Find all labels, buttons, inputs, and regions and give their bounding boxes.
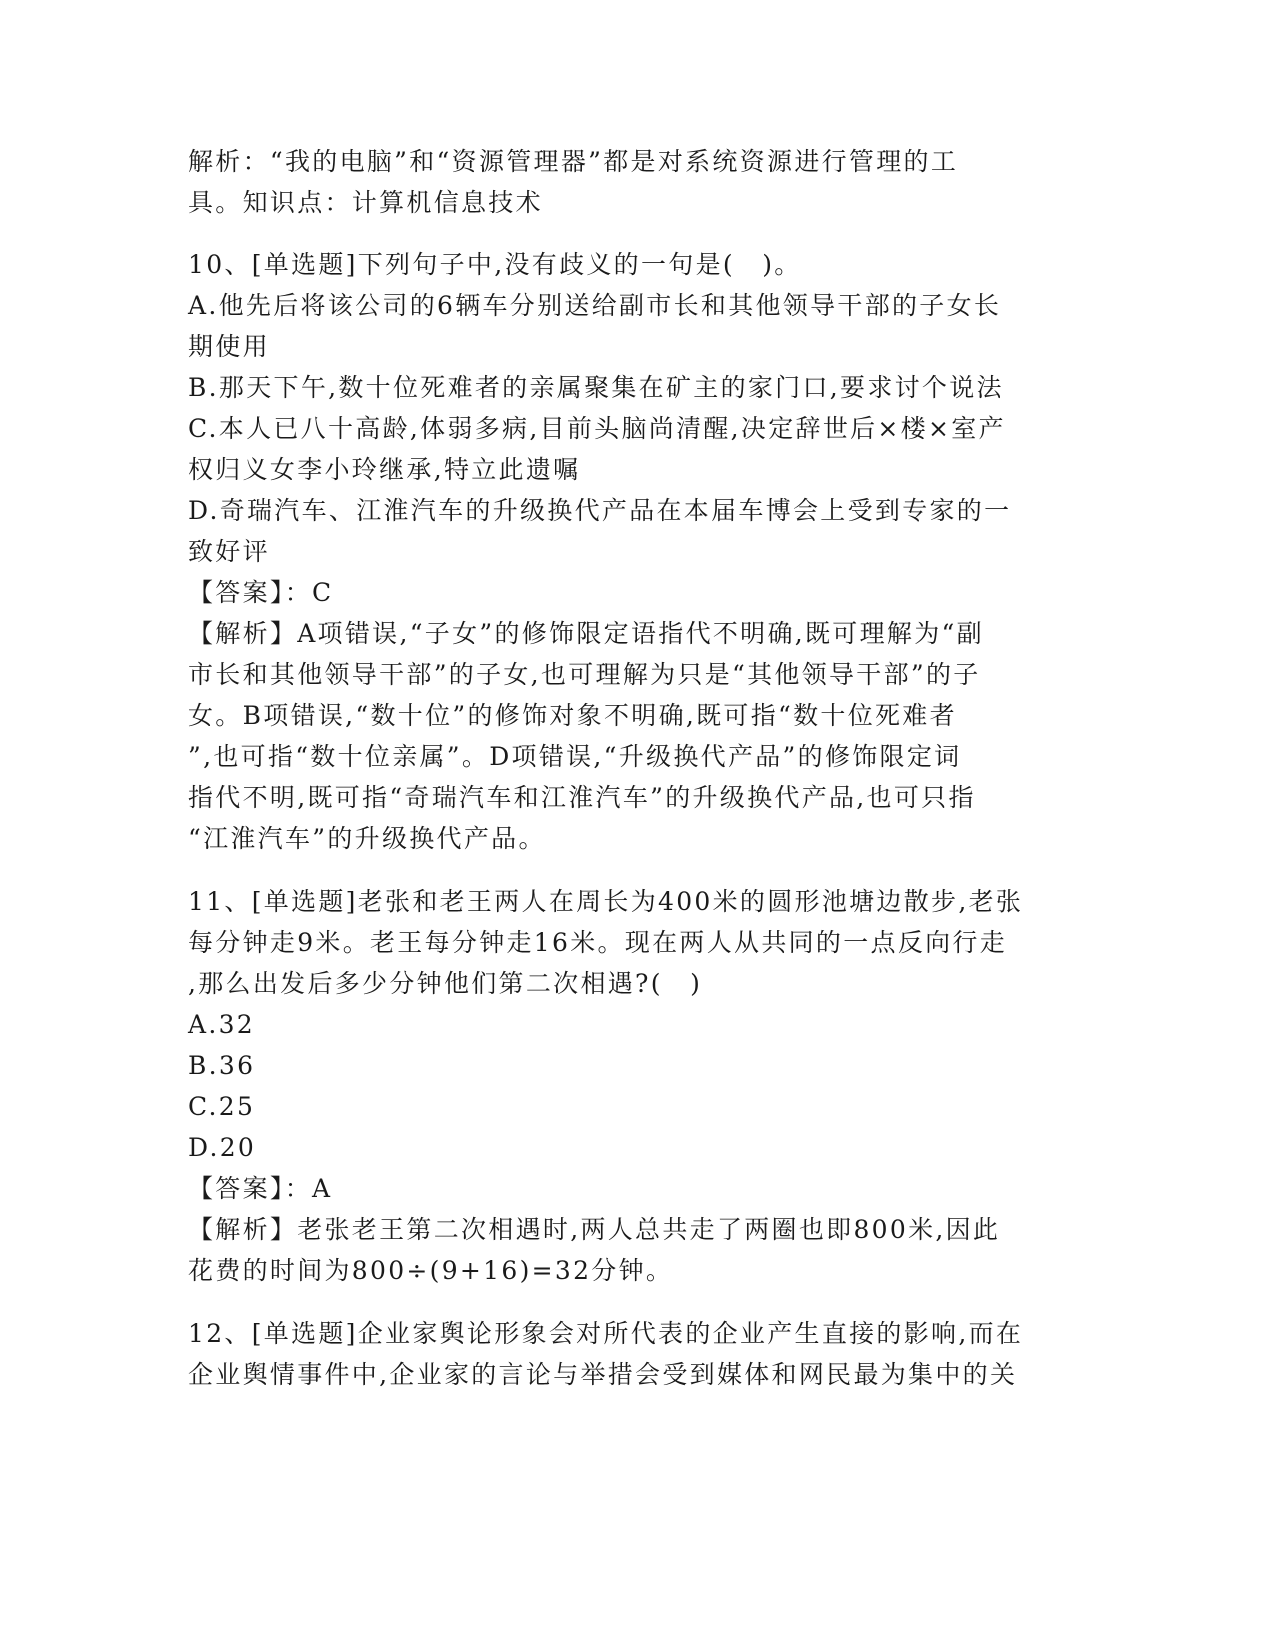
q12-stem-line-2: 企业舆情事件中,企业家的言论与举措会受到媒体和网民最为集中的关 bbox=[188, 1360, 1018, 1389]
q10-analysis-line-6: “江淮汽车”的升级换代产品。 bbox=[188, 824, 546, 853]
q11-option-a: A.32 bbox=[188, 1010, 256, 1039]
q10-option-a-line-1: A.他先后将该公司的6辆车分别送给副市长和其他领导干部的子女长 bbox=[188, 291, 1002, 320]
q11-option-c: C.25 bbox=[188, 1092, 256, 1121]
q10-analysis-line-2: 市长和其他领导干部”的子女,也可理解为只是“其他领导干部”的子 bbox=[188, 660, 981, 689]
q10-option-b: B.那天下午,数十位死难者的亲属聚集在矿主的家门口,要求讨个说法 bbox=[188, 373, 1004, 402]
q11-stem-line-3: ,那么出发后多少分钟他们第二次相遇?( ) bbox=[188, 969, 703, 998]
q11-analysis-line-2: 花费的时间为800÷(9+16)=32分钟。 bbox=[188, 1256, 674, 1285]
q10-answer: 【答案】：C bbox=[188, 578, 334, 607]
q11-option-d: D.20 bbox=[188, 1133, 257, 1162]
q11-analysis-line-1: 【解析】老张老王第二次相遇时,两人总共走了两圈也即800米,因此 bbox=[188, 1215, 1001, 1244]
q10-analysis-line-3: 女。B项错误,“数十位”的修饰对象不明确,既可指“数十位死难者 bbox=[188, 701, 957, 730]
q9-explanation-line-1: 解析：“我的电脑”和“资源管理器”都是对系统资源进行管理的工 bbox=[188, 147, 959, 176]
q10-option-d-line-1: D.奇瑞汽车、江淮汽车的升级换代产品在本届车博会上受到专家的一 bbox=[188, 496, 1012, 525]
q10-analysis-line-1: 【解析】A项错误,“子女”的修饰限定语指代不明确,既可理解为“副 bbox=[188, 619, 984, 648]
q9-explanation-line-2: 具。知识点：计算机信息技术 bbox=[188, 188, 543, 217]
q10-stem: 10、[单选题]下列句子中,没有歧义的一句是( )。 bbox=[188, 250, 802, 279]
q10-analysis-line-4: ”,也可指“数十位亲属”。D项错误,“升级换代产品”的修饰限定词 bbox=[188, 742, 962, 771]
q12-stem-line-1: 12、[单选题]企业家舆论形象会对所代表的企业产生直接的影响,而在 bbox=[188, 1319, 1024, 1348]
q10-option-c-line-2: 权归义女李小玲继承,特立此遗嘱 bbox=[188, 455, 581, 484]
q10-option-d-line-2: 致好评 bbox=[188, 537, 270, 566]
q11-stem-line-2: 每分钟走9米。老王每分钟走16米。现在两人从共同的一点反向行走 bbox=[188, 928, 1008, 957]
q11-option-b: B.36 bbox=[188, 1051, 256, 1080]
q11-stem-line-1: 11、[单选题]老张和老王两人在周长为400米的圆形池塘边散步,老张 bbox=[188, 887, 1024, 916]
q11-answer: 【答案】：A bbox=[188, 1174, 333, 1203]
q10-analysis-line-5: 指代不明,既可指“奇瑞汽车和江淮汽车”的升级换代产品,也可只指 bbox=[188, 783, 976, 812]
q10-option-c-line-1: C.本人已八十高龄,体弱多病,目前头脑尚清醒,决定辞世后×楼×室产 bbox=[188, 414, 1006, 443]
q10-option-a-line-2: 期使用 bbox=[188, 332, 270, 361]
